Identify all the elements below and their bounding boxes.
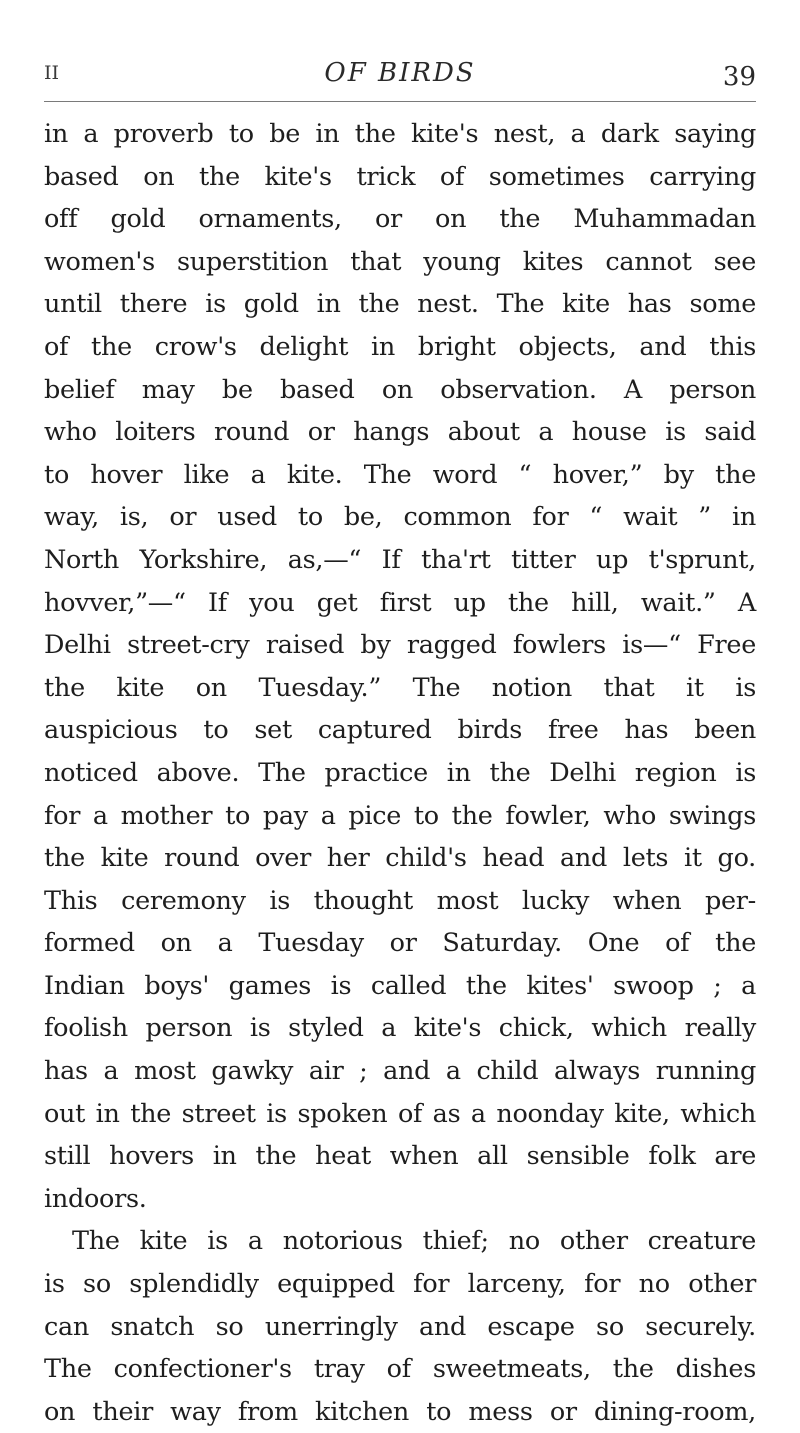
text-line: foolish person is styled a kite's chick, which really (44, 1013, 756, 1044)
paragraph-end-line: indoors. (44, 1183, 147, 1214)
page-left-marker: II (44, 62, 60, 84)
text-line: Indian boys' games is called the kites' swoop ; a (44, 970, 756, 1001)
text-line: to hover like a kite. The word “ hover,” by the (44, 459, 756, 490)
text-line: women's superstition that young kites cannot see (44, 246, 756, 277)
text-line: in a proverb to be in the kite's nest, a dark saying (44, 119, 756, 149)
text-line: The confectioner's tray of sweetmeats, the dishes (44, 1354, 756, 1385)
text-line: Delhi street-cry raised by ragged fowlers is—“ Free (44, 630, 756, 661)
text-line: hovver,”—“ If you get first up the hill, wait.” A (44, 587, 756, 618)
text-line: has a most gawky air ; and a child always running (44, 1056, 756, 1087)
text-line: is so splendidly equipped for larceny, for no other (44, 1269, 756, 1300)
paragraph-start-line: The kite is a notorious thief; no other creature (72, 1226, 756, 1257)
text-line: still hovers in the heat when all sensible folk are (44, 1141, 756, 1172)
page-number: 39 (722, 62, 756, 92)
body-text (44, 113, 756, 1433)
text-line: out in the street is spoken of as a noonday kite, which (44, 1098, 756, 1129)
text-line: This ceremony is thought most lucky when per- (44, 885, 756, 916)
text-line: North Yorkshire, as,—“ If tha'rt titter up t'sprunt, (44, 544, 756, 575)
text-line: auspicious to set captured birds free has been (44, 715, 756, 746)
text-line: on their way from kitchen to mess or dining-room, (44, 1396, 756, 1427)
header-rule (44, 101, 756, 102)
text-line: who loiters round or hangs about a house is said (44, 417, 756, 448)
text-line: way, is, or used to be, common for “ wait ” in (44, 502, 756, 533)
text-line: the kite round over her child's head and lets it go. (44, 843, 756, 874)
text-line: belief may be based on observation. A person (44, 374, 756, 405)
text-line: off gold ornaments, or on the Muhammadan (44, 204, 756, 235)
text-line: of the crow's delight in bright objects, and this (44, 331, 756, 362)
text-line: until there is gold in the nest. The kite has some (44, 289, 756, 320)
text-line: can snatch so unerringly and escape so securely. (44, 1311, 756, 1342)
running-header (44, 58, 756, 98)
text-line: noticed above. The practice in the Delhi region is (44, 757, 756, 788)
text-line: for a mother to pay a pice to the fowler, who swings (44, 800, 756, 831)
text-line: the kite on Tuesday.” The notion that it is (44, 672, 756, 703)
running-title: OF BIRDS (324, 58, 476, 88)
text-line: based on the kite's trick of sometimes carrying (44, 161, 756, 192)
text-line: formed on a Tuesday or Saturday. One of the (44, 928, 756, 959)
